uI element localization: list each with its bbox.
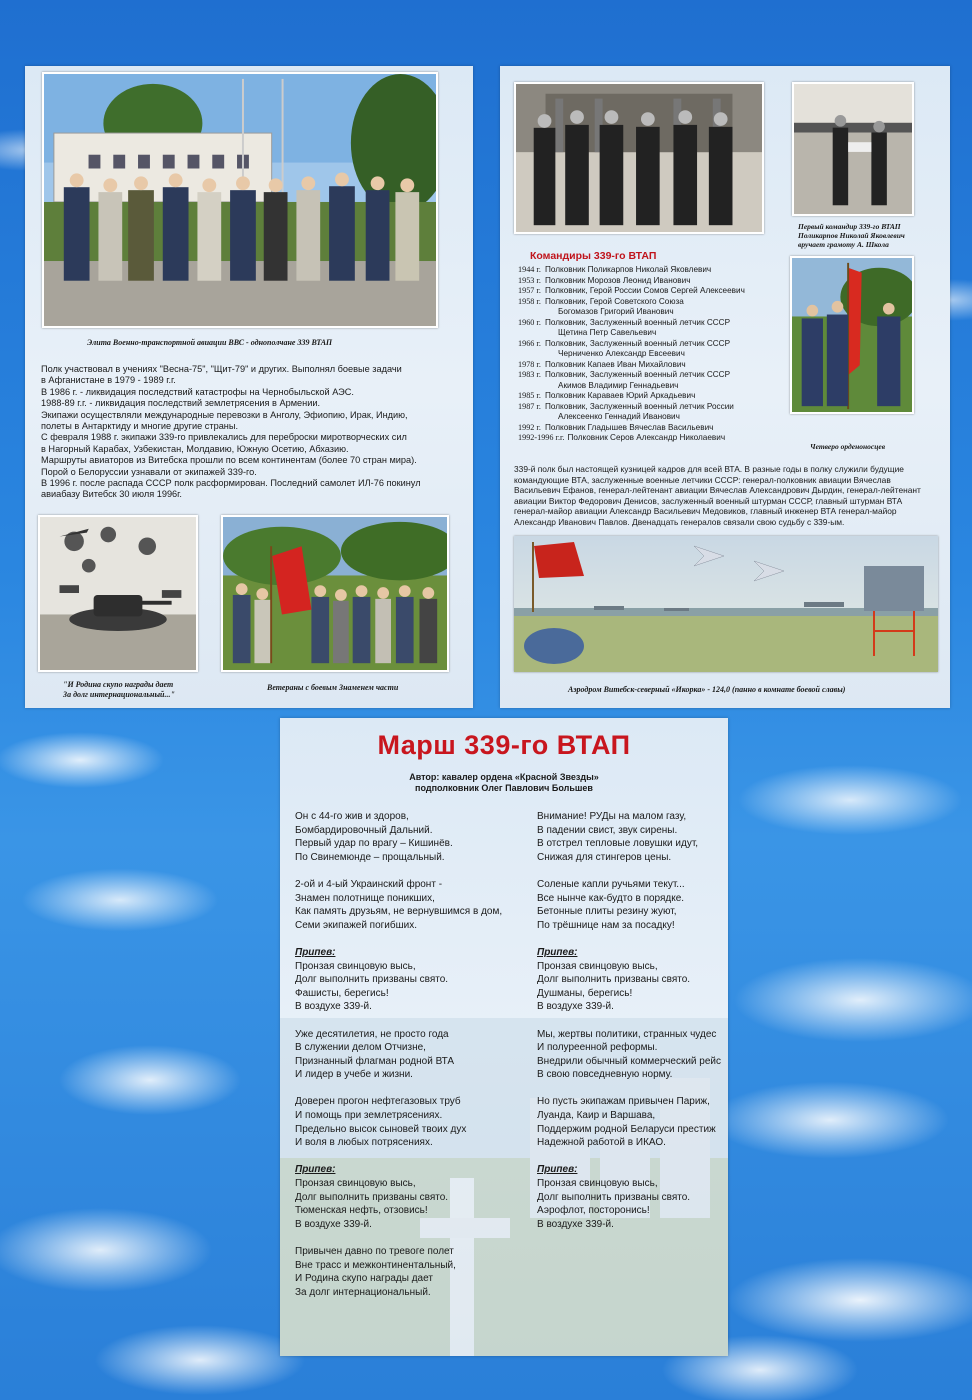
lyric-line: Как память друзьям, не вернувшимся в дом,: [295, 906, 503, 918]
commander-row: [518, 391, 790, 402]
commander-row: [518, 276, 790, 287]
history-line: в Нагорный Карабах, Узбекистан, Молдавию, Южную Осетию, Абхазию.: [41, 443, 349, 454]
chorus-label: Припев:: [537, 1164, 578, 1176]
lyric-line: Доверен прогон нефтегазовых труб: [295, 1096, 461, 1108]
commander-name: Полковник, Герой Советского Союза: [545, 296, 684, 306]
history-line: полеты в Антарктиду и многие другие страны.: [41, 421, 239, 432]
left-page: [25, 66, 473, 708]
lyric-line: За долг интернациональный.: [295, 1286, 431, 1298]
lyric-line: Знамен полотнище поникших,: [295, 892, 435, 904]
lyric-line: В падении свист, звук сирены.: [537, 824, 678, 836]
panorama-airfield-painting: [514, 536, 938, 672]
commander-row: [518, 360, 790, 371]
generals-text: [514, 464, 944, 528]
photo-veterans-group: [42, 72, 438, 328]
verse-stanza: [537, 810, 722, 864]
commander-year: 1992 г.: [518, 422, 541, 432]
lyric-line: В свою повседневную норму.: [537, 1069, 673, 1081]
caption-line: За долг интернациональный...": [63, 690, 175, 699]
commander-name: Полковник, Заслуженный военный летчик СССР: [545, 317, 731, 327]
verse-stanza: [537, 878, 722, 932]
history-line: 1988-89 г.г. - ликвидация последствий землетрясения в Армении.: [41, 398, 321, 409]
lyric-line: Долг выполнить призваны свято.: [295, 974, 449, 986]
commander-row: [518, 370, 790, 381]
commander-name: Полковник Караваев Юрий Аркадьевич: [545, 391, 696, 400]
history-line: в Афганистане в 1979 - 1989 г.г.: [41, 375, 176, 386]
commander-name: Полковник, Герой России Сомов Сергей Алексеевич: [545, 286, 745, 295]
lyric-line: Долг выполнить призваны свято.: [295, 1191, 449, 1203]
lyric-line: И воля в любых потрясениях.: [295, 1137, 433, 1149]
lyric-line: Надежной работой в ИКАО.: [537, 1137, 666, 1149]
chorus-label: Припев:: [295, 946, 336, 958]
commander-name-cont: Щетина Петр Савельевич: [558, 328, 657, 337]
verse-stanza: [295, 1095, 505, 1149]
caption-line: вручает грамоту А. Школа: [798, 240, 889, 249]
commander-year: 1957 г.: [518, 286, 541, 295]
lyric-line: Пронзая свинцовую высь,: [295, 960, 416, 972]
lyric-line: Пронзая свинцовую высь,: [295, 1178, 416, 1190]
photo-veterans-banner: [221, 515, 449, 672]
verse-stanza: [295, 878, 505, 932]
caption-line: Первый командир 339-го ВТАП: [798, 222, 901, 231]
verse-stanza: [295, 810, 505, 864]
commanders-title: Командиры 339-го ВТАП: [530, 250, 657, 262]
chorus-stanza: [295, 946, 505, 1014]
lyric-line: В отстрел тепловые ловушки идут,: [537, 838, 699, 850]
history-line: авиабазу Витебск 30 июля 1996г.: [41, 489, 182, 500]
photo-first-commander: [792, 82, 914, 216]
photo-caption-four-decorated: Четверо орденоносцев: [810, 442, 886, 451]
lyric-line: Фашисты, берегись!: [295, 987, 389, 999]
march-page: [280, 718, 728, 1356]
history-line: В 1996 г. после распада СССР полк расформирован. Последний самолет ИЛ-76 покинул: [41, 478, 421, 489]
lyric-line: Предельно высок сыновей твоих дух: [295, 1123, 467, 1135]
commander-name: Полковник, Заслуженный военный летчик России: [545, 401, 734, 411]
lyric-line: Но пусть экипажам привычен Париж,: [537, 1096, 710, 1108]
lyric-line: Пронзая свинцовую высь,: [537, 960, 658, 972]
lyric-line: По Свинемюнде – прощальный.: [295, 851, 445, 863]
commander-name: Полковник Серов Александр Николаевич: [567, 433, 726, 442]
photo-caption-banner: Ветераны с боевым Знаменем части: [267, 683, 399, 692]
commander-name-cont: Алексеенко Геннадий Иванович: [558, 412, 680, 421]
commanders-list: [518, 265, 790, 444]
history-line: В 1986 г. - ликвидация последствий катастрофы на Чернобыльской АЭС.: [41, 386, 354, 397]
verse-stanza: [295, 1245, 505, 1299]
history-line: С февраля 1988 г. экипажи 339-го привлекались для переброски миротворческих сил: [41, 432, 407, 443]
regiment-history-text: [41, 364, 461, 501]
commander-row: [518, 297, 790, 308]
lyric-line: Мы, жертвы политики, странных чудес: [537, 1028, 717, 1040]
lyric-line: Уже десятилетия, не просто года: [295, 1028, 449, 1040]
commander-name-cont: Акимов Владимир Геннадьевич: [558, 380, 679, 390]
chorus-label: Припев:: [295, 1164, 336, 1176]
lyric-line: Аэрофлот, посторонись!: [537, 1205, 650, 1217]
lyric-line: В служении делом Отчизне,: [295, 1042, 426, 1054]
photo-paratroopers-tank: [38, 515, 198, 672]
lyric-line: Тюменская нефть, отзовись!: [295, 1205, 428, 1217]
commander-name: Полковник Поликарпов Николай Яковлевич: [545, 265, 712, 274]
commander-name-cont: Богомазов Григорий Иванович: [558, 307, 674, 316]
commander-row: [518, 265, 790, 276]
lyric-line: Соленые капли ручьями текут...: [537, 878, 685, 890]
lyric-line: Пронзая свинцовую высь,: [537, 1178, 658, 1190]
chorus-stanza: [295, 1163, 505, 1231]
commander-year: 1958 г.: [518, 296, 541, 306]
commander-year: 1953 г.: [518, 275, 541, 285]
lyric-line: Бетонные плиты резину жуют,: [537, 906, 677, 918]
commander-name: Полковник Капаев Иван Михайлович: [545, 359, 686, 369]
commander-year: 1966 г.: [518, 338, 541, 348]
lyric-line: Признанный флагман родной ВТА: [295, 1055, 455, 1067]
generals-line: Александр Иванович Павлов. Двенадцать генералов связали свою судьбу с 339-ым.: [514, 516, 845, 527]
commander-name-cont: Черниченко Александр Евсеевич: [558, 349, 685, 358]
commander-year: 1987 г.: [518, 401, 541, 411]
commander-year: 1985 г.: [518, 391, 541, 400]
lyric-line: Луанда, Каир и Варшава,: [537, 1110, 656, 1122]
lyric-line: В воздухе 339-й.: [537, 1001, 614, 1013]
photo-caption-paratroopers: [63, 680, 175, 700]
lyric-line: Долг выполнить призваны свято.: [537, 974, 691, 986]
commander-year: 1960 г.: [518, 317, 541, 327]
verse-stanza: [537, 1028, 722, 1082]
lyrics-column-right: [537, 810, 722, 1245]
photo-caption-first-commander: [798, 222, 905, 249]
lyric-line: И Родина скупо награды дает: [295, 1273, 433, 1285]
lyric-line: По трёшнице нам за посадку!: [537, 919, 675, 931]
history-line: Полк участвовал в учениях "Весна-75", "Щит-79" и других. Выполнял боевые задачи: [41, 364, 402, 374]
author-line: подполковник Олег Павлович Большев: [415, 783, 593, 793]
caption-line: Поликарпов Николай Яковлевич: [798, 231, 905, 240]
lyric-line: Вне трасс и межконтинентальный,: [295, 1259, 456, 1271]
lyric-line: И полуреенной реформы.: [537, 1042, 658, 1054]
lyric-line: В воздухе 339-й.: [295, 1001, 372, 1013]
chorus-label: Припев:: [537, 946, 578, 958]
verse-stanza: [537, 1095, 722, 1149]
lyric-line: В воздухе 339-й.: [537, 1218, 614, 1230]
author-line: Автор: кавалер ордена «Красной Звезды»: [409, 772, 599, 782]
commander-year: 1992-1996 г.г.: [518, 433, 565, 442]
lyrics-column-left: [295, 810, 505, 1313]
commander-name: Полковник Гладышев Вячеслав Васильевич: [545, 422, 714, 432]
commander-row: [518, 433, 790, 444]
photo-commanders-bw: [514, 82, 764, 234]
lyric-line: Внимание! РУДы на малом газу,: [537, 811, 687, 822]
generals-line: генерал-майор авиации Александр Васильевич Медовиков, главный инженер ВТА генерал-майор: [514, 506, 897, 517]
commander-year: 1983 г.: [518, 370, 541, 379]
lyric-line: Душманы, берегись!: [537, 987, 633, 999]
generals-line: Васильевич Ефанов, генерал-лейтенант авиации Вячеслав Александрович Дырдин, генерал-лейтенант: [514, 485, 921, 496]
lyric-line: Все нынче как-будто в порядке.: [537, 892, 685, 904]
lyric-line: Внедрили обычный коммерческий рейс: [537, 1055, 721, 1067]
right-page: [500, 66, 950, 708]
lyric-line: Долг выполнить призваны свято.: [537, 1191, 691, 1203]
lyric-line: Бомбардировочный Дальний.: [295, 824, 433, 836]
panorama-caption: Аэродром Витебск-северный «Икорка» - 124,0 (панно в комнате боевой славы): [568, 685, 846, 694]
chorus-stanza: [537, 1163, 722, 1231]
commander-year: 1978 г.: [518, 359, 541, 369]
lyric-line: 2-ой и 4-ый Украинский фронт -: [295, 878, 443, 890]
generals-line: 339-й полк был настоящей кузницей кадров для всей ВТА. В разные годы в полку служили будущие: [514, 464, 904, 474]
chorus-stanza: [537, 946, 722, 1014]
commander-row: [518, 318, 790, 329]
history-line: Экипажи осуществляли международные перевозки в Анголу, Эфиопию, Ирак, Индию,: [41, 409, 408, 420]
lyric-line: И лидер в учебе и жизни.: [295, 1069, 413, 1081]
lyric-line: Семи экипажей погибших.: [295, 919, 418, 931]
march-author: [280, 772, 728, 794]
history-line: Маршруты авиаторов из Витебска прошли по всем континентам (более 70 стран мира).: [41, 455, 417, 466]
history-line: Порой о Белоруссии узнавали от экипажей 339-го.: [41, 466, 257, 477]
lyric-line: И помощь при землетрясениях.: [295, 1110, 443, 1122]
generals-line: авиации Виктор Федорович Денисов, заслуженный военный штурман СССР, главный штурман ВТА: [514, 495, 903, 506]
commander-row: [518, 339, 790, 350]
commander-name: Полковник, Заслуженный военный летчик СССР: [545, 338, 731, 348]
generals-line: командующие ВТА, заслуженные военные летчики СССР: генерал-полковник авиации Вячеслав: [514, 474, 891, 485]
commander-name: Полковник, Заслуженный военный летчик СССР: [545, 370, 731, 379]
march-title: Марш 339-го ВТАП: [377, 730, 631, 760]
lyric-line: Поддержим родной Беларуси престиж: [537, 1123, 716, 1135]
verse-stanza: [295, 1028, 505, 1082]
lyric-line: Снижая для стингеров цены.: [537, 851, 672, 863]
commander-row: [518, 402, 790, 413]
commander-name: Полковник Морозов Леонид Иванович: [545, 275, 691, 285]
commander-year: 1944 г.: [518, 265, 541, 274]
caption-line: "И Родина скупо награды дает: [63, 680, 174, 689]
lyric-line: В воздухе 339-й.: [295, 1218, 372, 1230]
photo-caption-veterans: Элита Военно-транспортной авиации ВВС - однополчане 339 ВТАП: [87, 338, 333, 347]
commander-row: [518, 423, 790, 434]
photo-four-decorated: [790, 256, 914, 414]
lyric-line: Он с 44-го жив и здоров,: [295, 811, 409, 822]
lyric-line: Первый удар по врагу – Кишинёв.: [295, 838, 453, 850]
commander-row: [518, 286, 790, 297]
lyric-line: Привычен давно по тревоге полет: [295, 1246, 454, 1257]
